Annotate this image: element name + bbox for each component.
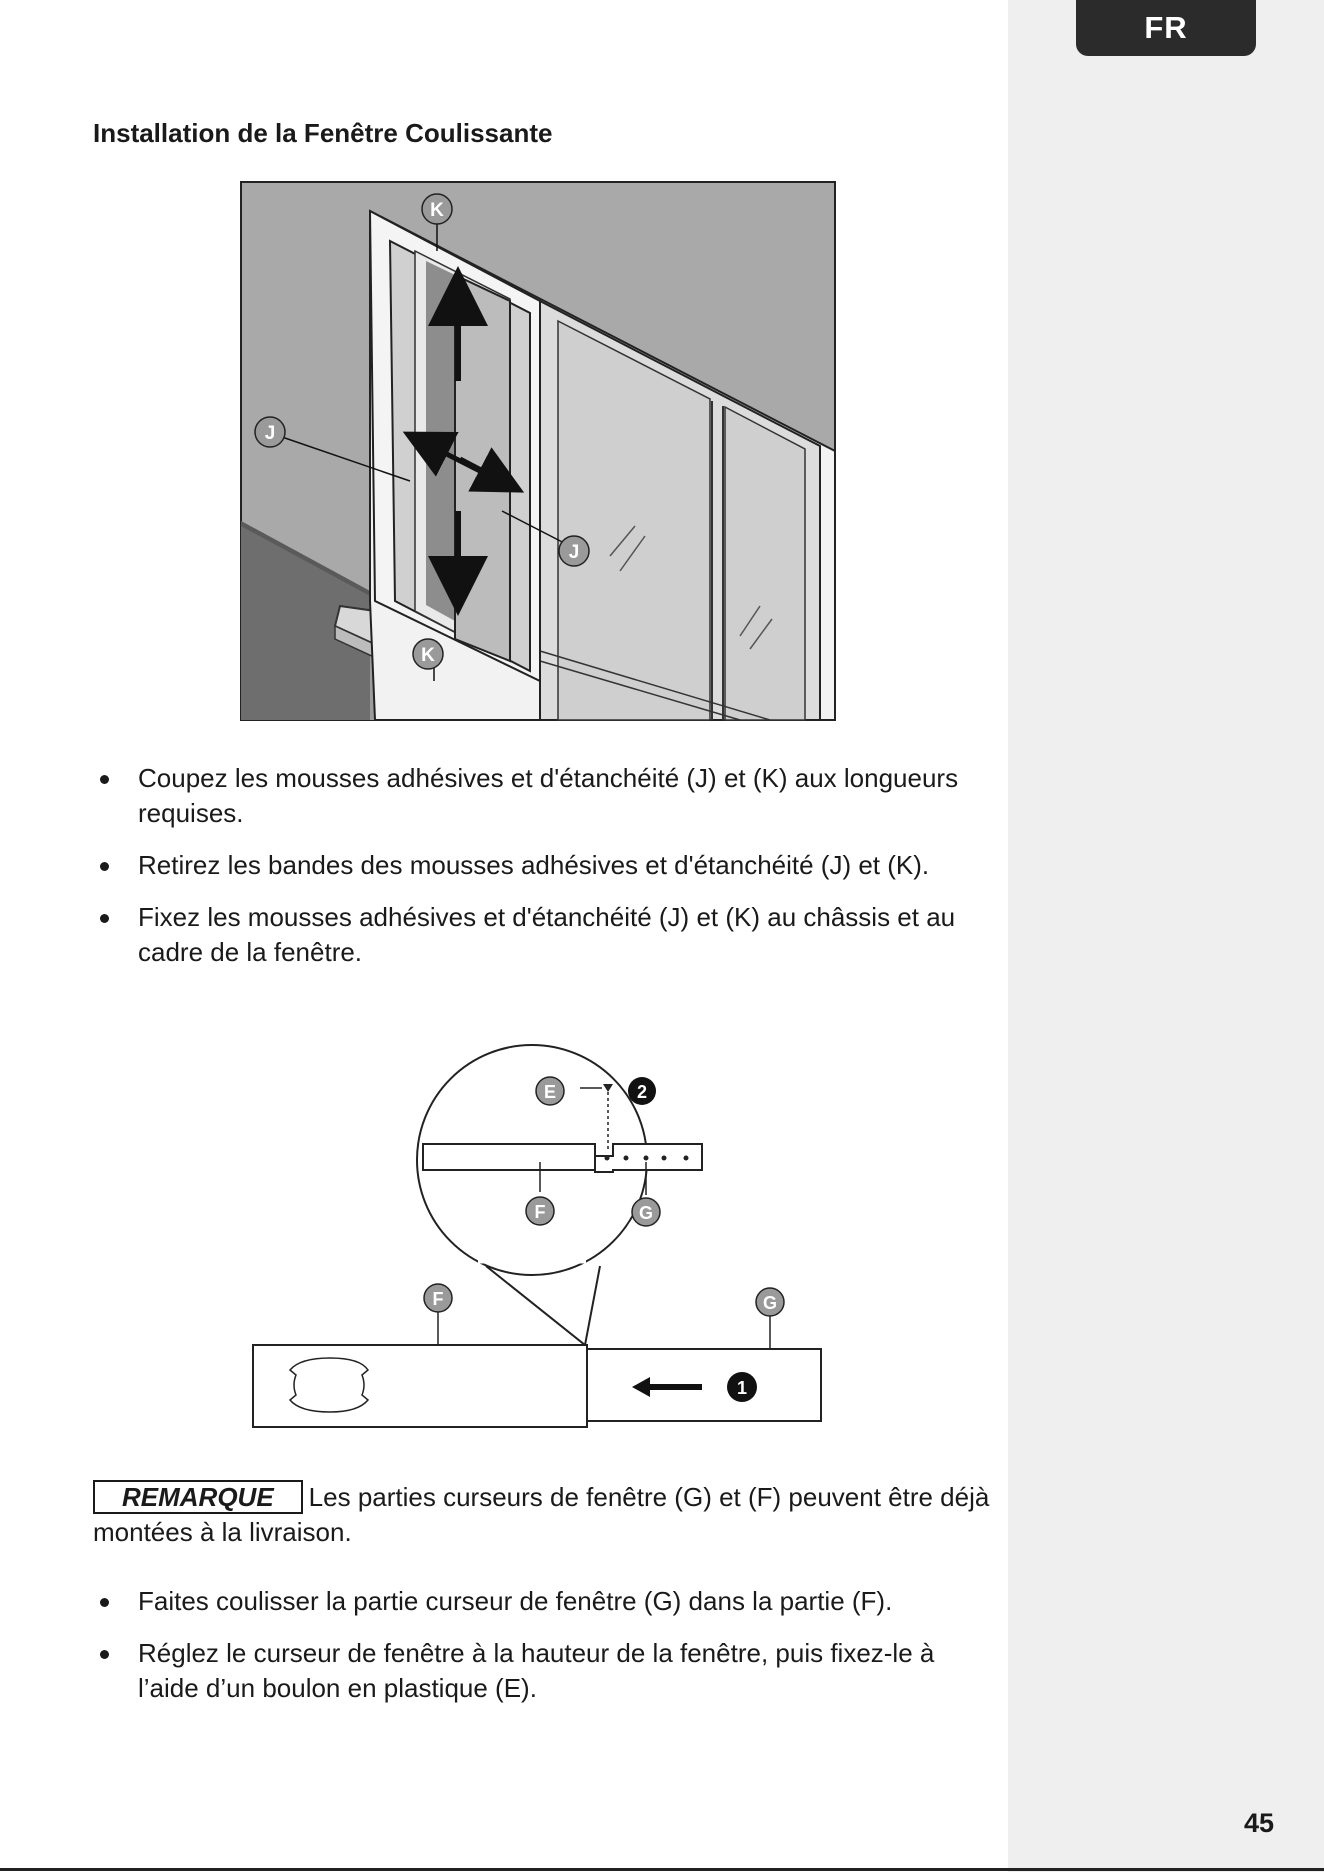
callout-g-detail <box>632 1198 660 1226</box>
page-number: 45 <box>1244 1808 1275 1838</box>
instruction-list-2 <box>93 1584 993 1723</box>
step-2-badge <box>628 1077 656 1105</box>
list-item: Faites coulisser la partie curseur de fenêtre (G) dans la partie (F). <box>93 1584 993 1619</box>
svg-text:K: K <box>430 200 444 221</box>
step-1-badge <box>727 1372 757 1402</box>
svg-text:K: K <box>421 645 435 666</box>
svg-text:G: G <box>638 1203 654 1223</box>
window-slider-figure <box>250 1040 830 1435</box>
list-item: Coupez les mousses adhésives et d'étanchéité (J) et (K) aux longueurs requises. <box>93 761 993 831</box>
list-item: Fixez les mousses adhésives et d'étanchéité (J) et (K) au châssis et au cadre de la fenêtre. <box>93 900 993 970</box>
list-item: Réglez le curseur de fenêtre à la hauteur de la fenêtre, puis fixez-le à l’aide d’un boulon en plastique (E). <box>93 1636 993 1706</box>
svg-text:2: 2 <box>636 1082 648 1102</box>
callout-j-right <box>559 536 589 566</box>
note <box>93 1480 993 1550</box>
svg-text:G: G <box>762 1293 778 1313</box>
language-tab: FR <box>1076 0 1256 56</box>
callout-k-top <box>422 194 452 224</box>
callout-g <box>756 1288 784 1316</box>
callout-k-bottom <box>413 639 443 669</box>
window-installation-figure <box>240 181 836 721</box>
callout-f <box>424 1284 452 1312</box>
note-text: Les parties curseurs de fenêtre (G) et (F) peuvent être déjà montées à la livraison. <box>93 1482 990 1547</box>
callout-f-detail <box>526 1197 554 1225</box>
svg-text:J: J <box>264 423 276 444</box>
note-label: REMARQUE <box>93 1480 303 1514</box>
callout-j-left <box>255 417 285 447</box>
svg-text:F: F <box>432 1289 444 1309</box>
list-item: Retirez les bandes des mousses adhésives et d'étanchéité (J) et (K). <box>93 848 993 883</box>
bottom-rule <box>0 1868 1324 1871</box>
svg-text:E: E <box>543 1082 557 1102</box>
instruction-list-1 <box>93 761 993 987</box>
svg-text:1: 1 <box>736 1378 748 1398</box>
svg-text:F: F <box>534 1202 546 1222</box>
section-title: Installation de la Fenêtre Coulissante <box>93 118 553 148</box>
side-strip <box>1008 0 1324 1872</box>
svg-text:J: J <box>568 542 580 563</box>
callout-e <box>536 1077 564 1105</box>
